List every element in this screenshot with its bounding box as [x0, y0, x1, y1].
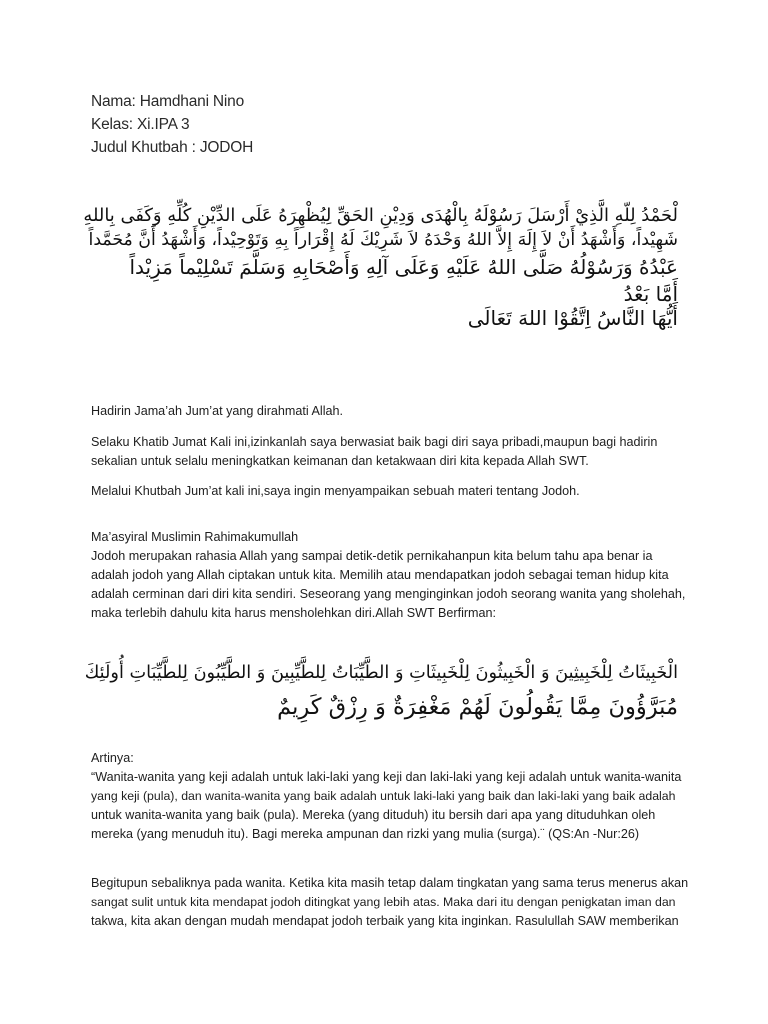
paragraph-line: Jodoh merupakan rahasia Allah yang sampai detik-detik pernikahanpun kita belum tahu apa benar ia	[91, 549, 653, 563]
paragraph-line: untuk wanita-wanita yang baik (pula). Mereka (yang dituduh) itu bersih dari apa yang dituduhkan oleh	[91, 808, 656, 822]
paragraph-line: takwa, kita akan dengan mudah mendapat jodoh terbaik yang kita inginkan. Rasulullah SAW memberikan	[91, 914, 679, 928]
arabic-verse-line: الْخَبِيثَاتُ لِلْخَبِيثِينَ وَ الْخَبِيثُونَ لِلْخَبِيثَاتِ وَ الطَّيِّبَاتُ لِلطَّيِّبِينَ وَ الطَّيِّبُونَ لِلطَّيِّبَاتِ أُولَئِكَ	[84, 663, 678, 683]
arabic-opening-line: أَمَّا بَعْدُ	[623, 282, 678, 306]
paragraph-line: adalah cerminan dari diri kita sendiri. Seseorang yang menginginkan jodoh seorang wanita yang sholehah,	[91, 587, 686, 601]
paragraph-line: “Wanita-wanita yang keji adalah untuk laki-laki yang keji dan laki-laki yang keji adalah untuk wanita-wanita	[91, 770, 682, 784]
arabic-verse-line: مُبَرَّؤُونَ مِمَّا يَقُولُونَ لَهُمْ مَغْفِرَةٌ وَ رِزْقٌ كَرِيمٌ	[277, 694, 678, 720]
paragraph-line: sekalian untuk selalu meningkatkan keimanan dan ketakwaan diri kita kepada Allah SWT.	[91, 454, 589, 468]
arabic-opening-line: شَهِيْداً، وَأَشْهَدُ أَنْ لاَ إِلَهَ إِلاَّ اللهُ وَحْدَهُ لاَ شَرِيْكَ لَهُ إِقْرَاراً بِهِ وَتَوْحِيْداً، وَأَشْهَدُ أَنَّ مُحَمَّداً	[88, 230, 678, 250]
paragraph-line: yang keji (pula), dan wanita-wanita yang baik adalah untuk laki-laki yang baik dan laki-laki yang baik adalah	[91, 789, 676, 803]
paragraph-line: sangat sulit untuk kita mendapat jodoh ditingkat yang lebih atas. Maka dari itu dengan penigkatan iman dan	[91, 895, 676, 909]
section-heading: Ma’asyiral Muslimin Rahimakumullah	[91, 530, 299, 544]
paragraph-line: Melalui Khutbah Jum’at kali ini,saya ingin menyampaikan sebuah materi tentang Jodoh.	[91, 484, 580, 498]
arabic-opening-line: عَبْدُهُ وَرَسُوْلُهُ صَلَّى اللهُ عَلَيْهِ وَعَلَى آلِهِ وَأَصْحَابِهِ وَسَلَّمَ تَسْلِيْماً مَزِيْداً	[129, 255, 678, 279]
paragraph-line: Hadirin Jama’ah Jum’at yang dirahmati Allah.	[91, 404, 343, 418]
student-name: Nama: Hamdhani Nino	[91, 93, 244, 110]
translation-label: Artinya:	[91, 751, 134, 765]
student-class: Kelas: Xi.IPA 3	[91, 116, 190, 133]
paragraph-line: adalah jodoh yang Allah ciptakan untuk kita. Memilih atau mendapatkan jodoh sebagai teman hidup kita	[91, 568, 669, 582]
khutbah-title: Judul Khutbah : JODOH	[91, 139, 254, 156]
arabic-opening-line: لْحَمْدُ لِلّهِ الَّذِيْ أَرْسَلَ رَسُوْلَهُ بِالْهُدَى وَدِيْنِ الحَقِّ لِيُظْهِرَهُ عَلَى الدِّيْنِ كُلِّهِ وَكَفَى بِاللهِ	[83, 205, 678, 226]
paragraph-line: Begitupun sebaliknya pada wanita. Ketika kita masih tetap dalam tingkatan yang sama terus menerus akan	[91, 876, 689, 890]
paragraph-line: maka terlebih dahulu kita harus mensholehkan diri.Allah SWT Berfirman:	[91, 606, 497, 620]
arabic-opening-line: أَيُّهَا النَّاسُ اِتَّقُوْا اللهَ تَعَالَى	[467, 306, 678, 330]
paragraph-line: mereka (yang menuduh itu). Bagi mereka ampunan dan rizki yang mulia (surga).¨ (QS:An -Nur:26)	[91, 827, 640, 841]
paragraph-line: Selaku Khatib Jumat Kali ini,izinkanlah saya berwasiat baik bagi diri saya pribadi,maupun bagi hadirin	[91, 435, 658, 449]
